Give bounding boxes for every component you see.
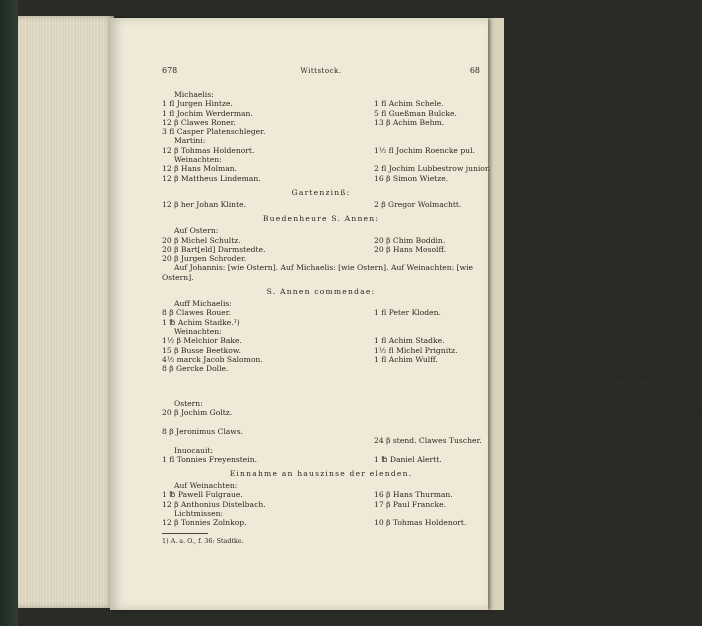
entry-left: 1 fl Tonnies Freyenstein. [162,454,258,464]
entry-row [162,245,480,254]
entry-left: 12 β Hans Molman. [162,164,238,174]
page-edges [18,16,114,608]
entry-row [162,490,480,499]
section-label [162,226,480,235]
entry-right: 1 ℔ Daniel Alertt. [374,454,442,464]
entry-left: 12 β Anthonius Distelbach. [162,499,266,509]
entry-left: 15 β Busse Beetkow. [162,345,241,355]
label-text: Ostern: [174,399,203,409]
entry-row-wrapped [162,408,702,427]
section-label [162,399,480,408]
footnote: 1) A. a. O., f. 36: Stadtke. [162,536,244,545]
entry-right: 1½ fl Michel Prignitz. [374,345,458,355]
section-heading: Einnahme an hauszinse der elenden. [229,469,413,479]
label-text: Martini: [174,136,206,146]
entry-right: 1 fl Achim Wulff. [374,354,438,364]
entry-left: 8 β Gercke Dolle. [162,364,229,374]
entry-row [162,427,480,436]
label-text: Auff Michaelis: [174,299,232,309]
entry-left: 3 fl Casper Platenschleger. [162,127,266,137]
entry-right: 2 β Gregor Wolmachtt. [374,199,462,209]
section-label [162,90,480,99]
entry-right: 4 β Friedrich Hartwich wegen seiner grosmuhme. [586,408,702,427]
entry-right: 20 β Hans Mosolff. [374,244,447,254]
entry-left: 12 β Clawes Roner. [162,117,236,127]
entry-left: 20 β Michel Schultz. [162,235,241,245]
book-spine [0,0,18,626]
entry-right: 1 fl 12 β Andreas Schoman, ist zusahmen gesetzet vom berge Calvariae hauszinse. [586,364,692,392]
entry-right: 16 β Simon Wietze. [374,173,449,183]
page-number: 678 [162,66,178,75]
entry-left: 12 β Mattheus Lindeman. [162,173,261,183]
entry-row [162,146,480,155]
entry-left: 8 β Jeronimus Claws. [162,426,244,436]
entry-left: 12 β her Johan Klinte. [162,199,247,209]
entry-row [162,518,480,527]
section-label [162,481,480,490]
entry-right: 1 fl Achim Schele. [374,99,444,109]
section-label [162,509,480,518]
entry-right: 16 β Hans Thurman. [374,490,453,500]
label-text: Lichtmissen: [174,508,224,518]
entry-right: 24 β stend. Clawes Tuscher. [374,436,482,446]
entry-right: 2 fl Jochim Lubbestrow junior. [374,164,491,174]
entry-row [162,127,480,136]
entry-left: 1 ℔ Achim Stadke.¹) [162,317,240,327]
entry-left: 1 fl Jochim Werderman. [162,108,253,118]
entry-row [162,346,480,355]
entry-right: 1 fl Peter Kloden. [374,308,441,318]
entry-row [162,355,480,364]
entry-row [162,164,491,174]
entry-left: 8 β Clawes Rouer. [162,308,232,318]
entry-left: 4½ marck Jacob Salomon. [162,354,263,364]
entry-row [162,254,480,263]
entry-row [162,174,480,183]
entry-row [162,336,480,345]
paragraph: Auf Johannis: [wie Ostern]. Auf Michaelis: [wie Ostern]. Auf Weinachten: [wie Ostern]. [162,263,474,282]
facing-page-edge [488,18,504,610]
entry-row [162,99,480,108]
entry-row [162,500,480,509]
book-page [110,18,702,610]
entry-left: 12 β Tonnies Zolnkop. [162,518,247,528]
section-heading: Gartenzinß: [291,187,351,197]
footnote-rule [162,533,208,534]
entry-right: 17 β Paul Francke. [374,499,446,509]
entry-left: 1½ β Melchior Bake. [162,336,242,346]
label-text: Inuocauit: [174,445,214,455]
entry-left: 1 ℔ Pawell Fulgraue. [162,490,243,500]
entry-right: 5 fl Gueßman Bulcke. [374,108,457,118]
entry-row [162,200,480,209]
entry-left: 20 β Jochim Goltz. [162,408,233,418]
margin-number: 68 [469,66,480,75]
section-label [162,299,480,308]
label-text: Auf Weinachten: [174,481,238,491]
entry-row [162,109,480,118]
entry-left: 20 β Bart[eld] Darmstedte. [162,244,266,254]
label-text: Michaelis: [174,90,214,99]
section-label [162,155,480,164]
section-label [162,327,480,336]
section-heading: S. Annen commendae: [266,287,376,297]
entry-row [162,118,480,127]
entry-row [162,318,480,327]
entry-right: 20 β Chim Boddin. [374,235,446,245]
page-body [162,90,702,546]
entry-right: 1 fl Achim Stadke. [374,336,445,346]
label-text: Weinachten: [174,155,222,165]
entry-left: 12 β Tohmas Holdenort. [162,145,255,155]
section-heading: Buedenheure S. Annen: [262,214,380,224]
entry-row [162,236,480,245]
entry-left: 1 fl Jurgen Hintze. [162,99,233,109]
section-label [162,446,480,455]
label-text: Weinachten: [174,326,222,336]
entry-right: 13 β Achim Behm. [374,117,445,127]
running-title: Wittstock. [300,67,342,75]
spacer [162,392,480,399]
entry-row [162,308,480,317]
running-header [162,66,480,78]
entry-row [162,455,480,464]
entry-row [162,436,480,445]
entry-row-wrapped [162,364,692,392]
entry-right: 10 β Tohmas Holdenort. [374,518,467,528]
entry-right: 1½ fl Jochim Roencke pul. [374,145,475,155]
entry-left: 20 β Jurgen Schroder. [162,254,247,264]
section-label [162,136,480,145]
label-text: Auf Ostern: [174,226,219,236]
